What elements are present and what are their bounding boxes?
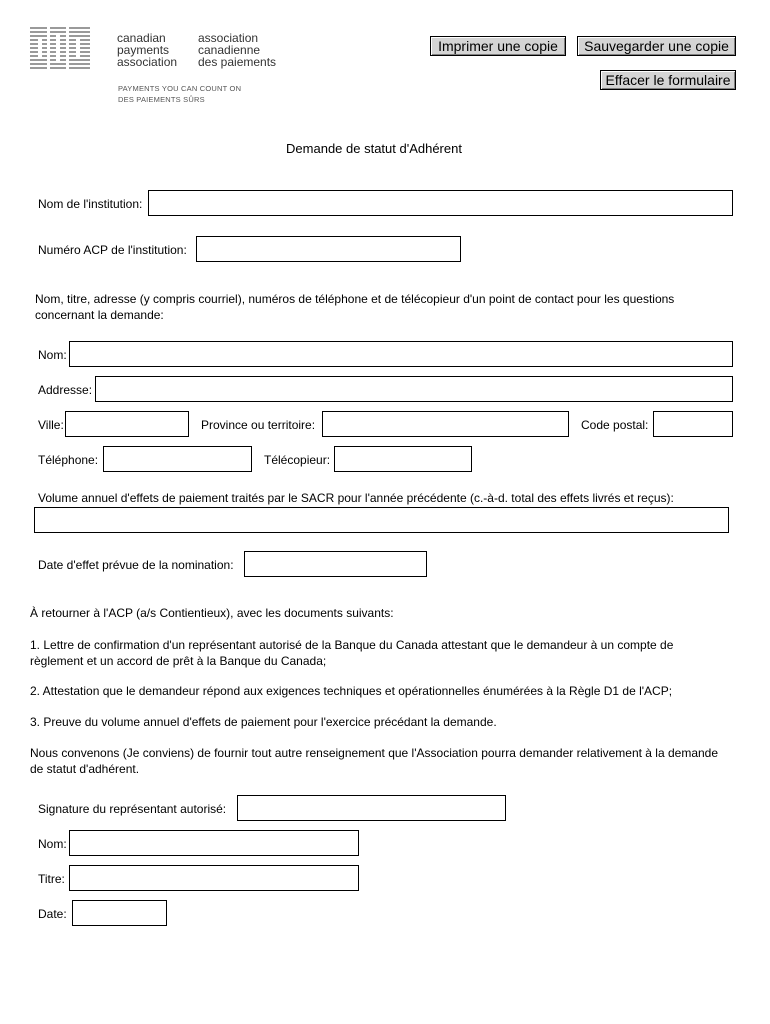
effective-date-label: Date d'effet prévue de la nomination:: [38, 558, 234, 572]
org-fr-line: canadienne: [198, 43, 261, 57]
form-title: Demande de statut d'Adhérent: [286, 141, 462, 156]
agreement-text: Nous convenons (Je conviens) de fournir tout autre renseignement que l'Association pourra demander relativement à la demande de statut d'adhérent.: [30, 746, 719, 776]
tagline-line: PAYMENTS YOU CAN COUNT ON: [118, 84, 242, 93]
org-en-line: canadian: [117, 31, 166, 45]
address-input[interactable]: [95, 376, 733, 402]
save-copy-button[interactable]: Sauvegarder une copie: [577, 36, 736, 56]
return-instructions: À retourner à l'ACP (a/s Contientieux), avec les documents suivants:: [30, 606, 394, 620]
org-fr-line: des paiements: [198, 55, 277, 69]
tagline: [118, 83, 241, 105]
org-en-line: payments: [117, 43, 170, 57]
signature-date-label: Date:: [38, 907, 67, 921]
volume-label: Volume annuel d'effets de paiement traités par le SACR pour l'année précédente (c.-à-d. total des effets livrés et reçus):: [38, 491, 674, 505]
province-input[interactable]: [322, 411, 569, 437]
signature-label: Signature du représentant autorisé:: [38, 802, 227, 816]
volume-input[interactable]: [34, 507, 729, 533]
acp-number-input[interactable]: [196, 236, 461, 262]
signatory-title-input[interactable]: [69, 865, 359, 891]
address-label: Addresse:: [38, 383, 93, 397]
acp-number-label: Numéro ACP de l'institution:: [38, 243, 187, 257]
contact-name-label: Nom:: [38, 348, 67, 362]
institution-name-input[interactable]: [148, 190, 733, 216]
effective-date-input[interactable]: [244, 551, 427, 577]
institution-name-label: Nom de l'institution:: [38, 197, 143, 211]
city-input[interactable]: [65, 411, 189, 437]
phone-label: Téléphone:: [38, 453, 99, 467]
postal-code-label: Code postal:: [581, 418, 649, 432]
org-name-english: [117, 32, 177, 68]
document-item-2: 2. Attestation que le demandeur répond aux exigences techniques et opérationnelles énumérées à la Règle D1 de l'ACP;: [30, 684, 673, 698]
signature-input[interactable]: [237, 795, 506, 821]
postal-code-input[interactable]: [653, 411, 733, 437]
org-en-line: association: [117, 55, 178, 69]
org-name-french: [198, 32, 276, 68]
print-copy-button[interactable]: Imprimer une copie: [430, 36, 566, 56]
signatory-title-label: Titre:: [38, 872, 65, 886]
contact-name-input[interactable]: [69, 341, 733, 367]
fax-label: Télécopieur:: [264, 453, 331, 467]
fax-input[interactable]: [334, 446, 472, 472]
document-item-1: 1. Lettre de confirmation d'un représentant autorisé de la Banque du Canada attestant que le demandeur à un compte de règlement et un accord de prêt à la Banque du Canada;: [30, 638, 674, 668]
province-label: Province ou territoire:: [201, 418, 316, 432]
signatory-name-input[interactable]: [69, 830, 359, 856]
clear-form-button[interactable]: Effacer le formulaire: [600, 70, 736, 90]
contact-intro-text: Nom, titre, adresse (y compris courriel), numéros de téléphone et de télécopieur d'un point de contact pour les questions concernant la demande:: [35, 292, 675, 322]
org-fr-line: association: [198, 31, 259, 45]
signature-date-input[interactable]: [72, 900, 167, 926]
document-item-3: 3. Preuve du volume annuel d'effets de paiement pour l'exercice précédant la demande.: [30, 715, 497, 729]
cpa-logo-icon: [30, 27, 90, 71]
city-label: Ville:: [38, 418, 64, 432]
signatory-name-label: Nom:: [38, 837, 67, 851]
phone-input[interactable]: [103, 446, 252, 472]
tagline-line: DES PAIEMENTS SÛRS: [118, 95, 205, 104]
